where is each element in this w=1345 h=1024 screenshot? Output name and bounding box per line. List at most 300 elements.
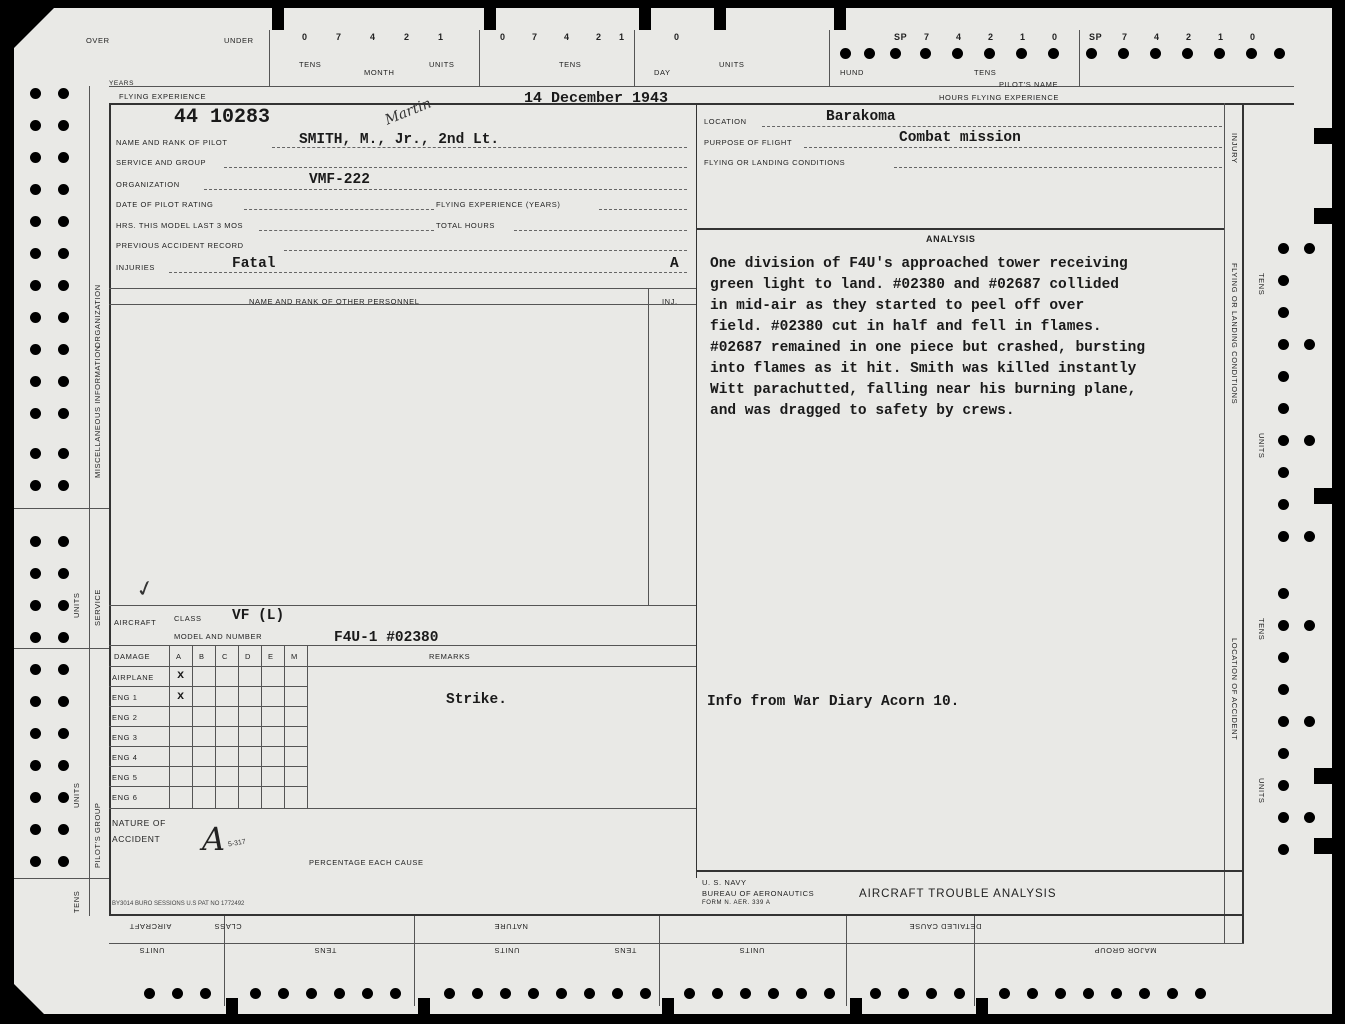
top-digit: 2 <box>404 32 410 42</box>
punched-hole <box>58 448 69 459</box>
punched-hole <box>500 988 511 999</box>
conditions-line <box>894 167 1222 168</box>
bottom-label-units: UNITS <box>139 946 165 955</box>
damage-mark: x <box>177 668 185 682</box>
bottom-label-detailed: DETAILED CAUSE <box>909 922 982 931</box>
analysis-line: in mid-air as they started to peel off over <box>710 298 1085 314</box>
top-digit: 1 <box>438 32 444 42</box>
analysis-line: One division of F4U's approached tower receiving <box>710 256 1128 272</box>
top-divider <box>1079 30 1080 86</box>
side-label-service: SERVICE <box>93 589 102 626</box>
top-digit: 1 <box>1020 32 1026 42</box>
analysis-line: and was dragged to safety by crews. <box>710 403 1015 419</box>
punched-hole <box>1278 243 1289 254</box>
side-label-units: UNITS <box>1257 778 1266 804</box>
punched-hole <box>58 600 69 611</box>
accident-date: 14 December 1943 <box>524 90 669 107</box>
punched-hole <box>58 184 69 195</box>
damage-col-c: C <box>222 652 229 661</box>
printer-line: BY3014 BURO SESSIONS U.S PAT NO 1772492 <box>112 901 245 907</box>
punched-hole <box>30 184 41 195</box>
info-note: Info from War Diary Acorn 10. <box>707 694 960 710</box>
analysis-top-rule <box>696 228 1224 230</box>
top-digit: 4 <box>564 32 570 42</box>
handwritten-name: Martin <box>382 95 434 129</box>
punched-hole <box>1304 716 1315 727</box>
punched-hole <box>30 760 41 771</box>
top-digit: 0 <box>1250 32 1256 42</box>
card-number: 44 10283 <box>174 106 271 129</box>
punched-hole <box>952 48 963 59</box>
punched-hole <box>390 988 401 999</box>
punched-hole <box>444 988 455 999</box>
punched-hole <box>1195 988 1206 999</box>
top-field-tens: TENS <box>974 68 997 77</box>
flying-years-label: FLYING EXPERIENCE (YEARS) <box>436 200 561 209</box>
top-divider <box>634 30 635 86</box>
punched-hole <box>58 152 69 163</box>
punched-hole <box>1278 812 1289 823</box>
bottom-divider <box>659 916 660 1006</box>
punched-hole <box>1304 435 1315 446</box>
punched-hole <box>58 536 69 547</box>
right-rule <box>1224 103 1225 943</box>
punched-hole <box>306 988 317 999</box>
header-rule <box>109 103 1294 105</box>
pilot-name-label: NAME AND RANK OF PILOT <box>116 138 228 147</box>
edge-notch <box>1314 128 1332 144</box>
punched-hole <box>58 120 69 131</box>
punched-hole <box>1278 371 1289 382</box>
punched-hole <box>30 696 41 707</box>
damage-grid-line <box>307 645 308 808</box>
edge-notch <box>834 8 846 30</box>
edge-notch <box>226 998 238 1014</box>
punched-hole <box>30 664 41 675</box>
location-line <box>762 126 1222 127</box>
personnel-top-rule <box>109 288 696 289</box>
years-label: YEARS <box>109 80 135 87</box>
punched-hole <box>824 988 835 999</box>
punched-hole <box>1278 339 1289 350</box>
punched-hole <box>30 248 41 259</box>
punched-hole <box>1086 48 1097 59</box>
damage-grid-line <box>109 686 307 687</box>
aircraft-top-rule <box>109 605 696 606</box>
damage-row-eng2: ENG 2 <box>112 713 138 722</box>
punched-hole <box>1278 435 1289 446</box>
damage-col-a: A <box>176 652 182 661</box>
punched-hole <box>1278 716 1289 727</box>
right-margin-rule <box>1242 103 1244 943</box>
edge-notch <box>1314 488 1332 504</box>
damage-mark: x <box>177 689 185 703</box>
checkmark: ✓ <box>132 574 158 603</box>
hours-model-label: HRS. THIS MODEL LAST 3 MOS <box>116 221 244 230</box>
punched-hole <box>172 988 183 999</box>
top-digit: 2 <box>1186 32 1192 42</box>
punched-hole <box>58 216 69 227</box>
personnel-inj-header: INJ. <box>662 297 678 306</box>
nature-small: 5-317 <box>227 838 247 849</box>
damage-col-m: M <box>291 652 298 661</box>
total-hours-label: TOTAL HOURS <box>436 221 495 230</box>
punched-hole <box>1304 812 1315 823</box>
top-digit: 0 <box>500 32 506 42</box>
location-value: Barakoma <box>826 109 896 125</box>
hours-flying-label: HOURS FLYING EXPERIENCE <box>939 93 1059 102</box>
punched-hole <box>712 988 723 999</box>
footer-bureau: BUREAU OF AERONAUTICS <box>702 889 815 898</box>
previous-accident-label: PREVIOUS ACCIDENT RECORD <box>116 241 244 250</box>
top-divider <box>829 30 830 86</box>
punched-hole <box>1048 48 1059 59</box>
punched-hole <box>30 344 41 355</box>
top-rule <box>109 86 1294 87</box>
edge-notch <box>976 998 988 1014</box>
punched-hole <box>1304 620 1315 631</box>
punched-hole <box>684 988 695 999</box>
purpose-line <box>804 147 1222 148</box>
damage-row-eng3: ENG 3 <box>112 733 138 742</box>
left-divider <box>14 878 109 879</box>
punched-hole <box>1111 988 1122 999</box>
punched-hole <box>278 988 289 999</box>
edge-notch <box>1314 838 1332 854</box>
punched-hole <box>58 344 69 355</box>
punched-hole <box>612 988 623 999</box>
previous-accident-line <box>284 250 687 251</box>
side-label-pilots-group: PILOT'S GROUP <box>93 802 102 868</box>
total-hours-line <box>514 230 687 231</box>
punched-hole <box>58 376 69 387</box>
injuries-label: INJURIES <box>116 263 155 272</box>
top-digit: 2 <box>596 32 602 42</box>
damage-grid-line <box>109 726 307 727</box>
punched-hole <box>1304 339 1315 350</box>
punched-hole <box>528 988 539 999</box>
footer-bottom-rule <box>109 914 1244 916</box>
punched-hole <box>1278 620 1289 631</box>
punched-hole <box>1118 48 1129 59</box>
top-field-under: UNDER <box>224 36 254 45</box>
punched-hole <box>768 988 779 999</box>
conditions-label: FLYING OR LANDING CONDITIONS <box>704 158 846 167</box>
punched-hole <box>1278 588 1289 599</box>
top-digit: 4 <box>370 32 376 42</box>
punched-hole <box>58 88 69 99</box>
punched-hole <box>30 824 41 835</box>
punched-hole <box>920 48 931 59</box>
punched-hole <box>250 988 261 999</box>
side-label-location: LOCATION OF ACCIDENT <box>1230 638 1239 741</box>
punched-hole <box>999 988 1010 999</box>
top-field-month: MONTH <box>364 68 395 77</box>
damage-col-b: B <box>199 652 205 661</box>
top-field-tens: TENS <box>559 60 582 69</box>
punched-hole <box>1016 48 1027 59</box>
punched-hole <box>30 408 41 419</box>
side-label-units: UNITS <box>72 782 81 808</box>
punched-hole <box>864 48 875 59</box>
bottom-label-class: CLASS <box>214 922 242 931</box>
side-label-flying-conditions: FLYING OR LANDING CONDITIONS <box>1230 263 1239 405</box>
punched-hole <box>1214 48 1225 59</box>
punched-hole <box>58 568 69 579</box>
purpose-label: PURPOSE OF FLIGHT <box>704 138 793 147</box>
punched-hole <box>30 792 41 803</box>
punched-hole <box>58 312 69 323</box>
damage-row-airplane: AIRPLANE <box>112 673 154 682</box>
damage-label: DAMAGE <box>114 652 151 661</box>
punched-hole <box>1278 780 1289 791</box>
edge-notch <box>1314 768 1332 784</box>
punched-hole <box>334 988 345 999</box>
top-digit: 7 <box>1122 32 1128 42</box>
bottom-label-units: UNITS <box>494 946 520 955</box>
personnel-header: NAME AND RANK OF OTHER PERSONNEL <box>249 297 420 306</box>
punched-hole <box>30 856 41 867</box>
center-rule <box>696 103 697 878</box>
punched-hole <box>740 988 751 999</box>
damage-grid-line <box>109 766 307 767</box>
punched-hole <box>30 568 41 579</box>
organization-label: ORGANIZATION <box>116 180 180 189</box>
punched-hole <box>1246 48 1257 59</box>
punched-hole <box>58 632 69 643</box>
analysis-line: green light to land. #02380 and #02687 collided <box>710 277 1119 293</box>
edge-notch <box>484 8 496 30</box>
top-digit: SP <box>1089 32 1103 42</box>
punched-hole <box>30 376 41 387</box>
punched-hole <box>1278 748 1289 759</box>
punched-hole <box>840 48 851 59</box>
punched-hole <box>890 48 901 59</box>
punched-hole <box>1278 531 1289 542</box>
punched-hole <box>362 988 373 999</box>
corner-cut <box>14 8 54 48</box>
side-label-tens: TENS <box>1257 273 1266 296</box>
punched-hole <box>1274 48 1285 59</box>
damage-grid-line <box>109 786 307 787</box>
class-value: VF (L) <box>232 608 285 624</box>
punched-hole <box>1278 403 1289 414</box>
model-value: F4U-1 #02380 <box>334 630 439 646</box>
bottom-label-tens: TENS <box>314 946 337 955</box>
punched-hole <box>1278 467 1289 478</box>
damage-bottom-rule <box>109 808 696 809</box>
punched-hole <box>472 988 483 999</box>
model-label: MODEL AND NUMBER <box>174 632 263 641</box>
analysis-title: ANALYSIS <box>926 234 976 244</box>
punched-hole <box>1167 988 1178 999</box>
top-digit: 0 <box>1052 32 1058 42</box>
side-label-units: UNITS <box>72 592 81 618</box>
punched-hole <box>58 480 69 491</box>
left-divider <box>14 508 109 509</box>
bottom-label-nature: NATURE <box>494 922 528 931</box>
punched-hole <box>796 988 807 999</box>
footer-navy: U. S. NAVY <box>702 878 747 887</box>
bottom-label-major: MAJOR GROUP <box>1094 946 1157 955</box>
edge-notch <box>850 998 862 1014</box>
nature-label-2: ACCIDENT <box>112 834 161 844</box>
punched-hole <box>1304 243 1315 254</box>
top-field-hund: HUND <box>840 68 865 77</box>
punched-hole <box>1278 307 1289 318</box>
edge-notch <box>662 998 674 1014</box>
damage-grid-line <box>109 666 307 667</box>
analysis-line: #02687 remained in one piece but crashed, bursting <box>710 340 1146 356</box>
injuries-value: Fatal <box>232 256 276 272</box>
punched-hole <box>1278 275 1289 286</box>
punched-hole <box>58 728 69 739</box>
punched-hole <box>1304 531 1315 542</box>
bottom-rule <box>109 943 1244 944</box>
nature-label-1: NATURE OF <box>112 818 166 828</box>
top-digit: 4 <box>956 32 962 42</box>
punched-hole <box>1083 988 1094 999</box>
remarks-rule <box>307 666 696 667</box>
top-divider <box>479 30 480 86</box>
top-digit: 2 <box>988 32 994 42</box>
punched-hole <box>30 728 41 739</box>
top-digit: 1 <box>619 32 625 42</box>
damage-row-eng4: ENG 4 <box>112 753 138 762</box>
top-digit: 7 <box>532 32 538 42</box>
bottom-label-aircraft: AIRCRAFT <box>129 922 172 931</box>
edge-notch <box>1314 208 1332 224</box>
punched-hole <box>984 48 995 59</box>
bottom-label-units: UNITS <box>739 946 765 955</box>
damage-col-d: D <box>245 652 252 661</box>
analysis-line: into flames as it hit. Smith was killed instantly <box>710 361 1137 377</box>
edge-notch <box>418 998 430 1014</box>
side-label-units: UNITS <box>1257 433 1266 459</box>
top-digit: 0 <box>674 32 680 42</box>
top-field-over: OVER <box>86 36 110 45</box>
left-margin-rule <box>109 103 111 916</box>
remarks-label: REMARKS <box>429 652 471 661</box>
punched-hole <box>30 88 41 99</box>
punch-card <box>14 8 1332 1014</box>
side-label-tens: TENS <box>1257 618 1266 641</box>
edge-notch <box>639 8 651 30</box>
location-label: LOCATION <box>704 117 747 126</box>
damage-grid-line <box>109 746 307 747</box>
top-digit: 1 <box>1218 32 1224 42</box>
left-divider <box>14 648 109 649</box>
top-digit: 7 <box>336 32 342 42</box>
punched-hole <box>1139 988 1150 999</box>
footer-form: FORM N. AER. 339 A <box>702 900 771 906</box>
rating-line <box>244 209 434 210</box>
rating-label: DATE OF PILOT RATING <box>116 200 214 209</box>
organization-value: VMF-222 <box>309 172 370 188</box>
flying-years-line <box>599 209 687 210</box>
top-digit: 7 <box>924 32 930 42</box>
punched-hole <box>640 988 651 999</box>
punched-hole <box>58 664 69 675</box>
punched-hole <box>30 600 41 611</box>
side-label-tens: TENS <box>72 890 81 913</box>
punched-hole <box>1278 684 1289 695</box>
percentage-label: PERCENTAGE EACH CAUSE <box>309 858 424 867</box>
organization-line <box>204 189 687 190</box>
side-label-injury: INJURY <box>1230 133 1239 164</box>
top-divider <box>269 30 270 86</box>
damage-row-eng6: ENG 6 <box>112 793 138 802</box>
side-label-misc: MISCELLANEOUS INFORMATION <box>93 345 102 478</box>
class-label: CLASS <box>174 614 202 623</box>
aircraft-label: AIRCRAFT <box>114 618 157 627</box>
punched-hole <box>200 988 211 999</box>
punched-hole <box>954 988 965 999</box>
punched-hole <box>58 824 69 835</box>
punched-hole <box>1278 844 1289 855</box>
top-digit: SP <box>894 32 908 42</box>
top-digit: 4 <box>1154 32 1160 42</box>
damage-row-eng5: ENG 5 <box>112 773 138 782</box>
damage-row-eng1: ENG 1 <box>112 693 138 702</box>
footer-top-rule <box>696 870 1242 872</box>
punched-hole <box>556 988 567 999</box>
left-rule <box>89 86 90 916</box>
service-line <box>224 167 687 168</box>
punched-hole <box>58 696 69 707</box>
top-field-tens: TENS <box>299 60 322 69</box>
punched-hole <box>584 988 595 999</box>
analysis-line: field. #02380 cut in half and fell in flames. <box>710 319 1102 335</box>
punched-hole <box>30 152 41 163</box>
bottom-divider <box>846 916 847 1006</box>
corner-cut <box>14 984 44 1014</box>
punched-hole <box>58 792 69 803</box>
pilots-name-label: PILOT'S NAME <box>999 80 1059 89</box>
nature-value: A <box>202 820 226 858</box>
punched-hole <box>926 988 937 999</box>
damage-col-e: E <box>268 652 274 661</box>
remarks-value: Strike. <box>446 692 507 708</box>
punched-hole <box>30 312 41 323</box>
punched-hole <box>30 448 41 459</box>
punched-hole <box>144 988 155 999</box>
flying-experience-label: FLYING EXPERIENCE <box>119 92 207 101</box>
punched-hole <box>58 856 69 867</box>
punched-hole <box>30 120 41 131</box>
top-digit: 0 <box>302 32 308 42</box>
punched-hole <box>30 216 41 227</box>
punched-hole <box>58 760 69 771</box>
edge-notch <box>272 8 284 30</box>
bottom-divider <box>414 916 415 1006</box>
purpose-value: Combat mission <box>899 130 1021 146</box>
edge-notch <box>714 8 726 30</box>
punched-hole <box>30 480 41 491</box>
punched-hole <box>30 632 41 643</box>
personnel-inj-divider <box>648 288 649 605</box>
punched-hole <box>1278 652 1289 663</box>
punched-hole <box>30 280 41 291</box>
punched-hole <box>1027 988 1038 999</box>
punched-hole <box>30 536 41 547</box>
top-field-units: UNITS <box>429 60 455 69</box>
punched-hole <box>1150 48 1161 59</box>
punched-hole <box>58 408 69 419</box>
punched-hole <box>58 280 69 291</box>
bottom-label-tens: TENS <box>614 946 637 955</box>
injuries-line <box>169 272 687 273</box>
